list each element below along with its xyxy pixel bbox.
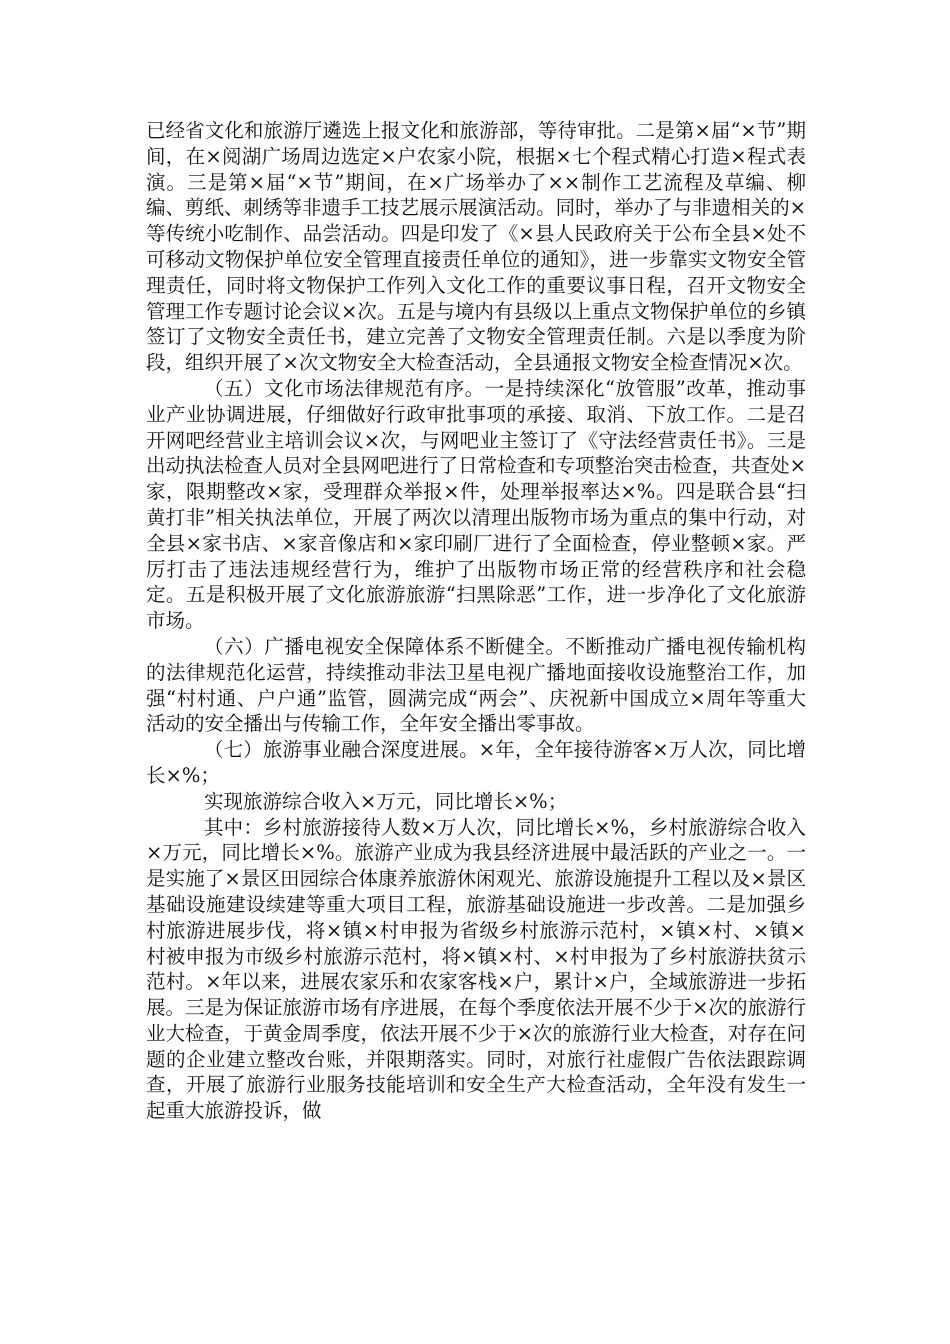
paragraph-tourism-revenue: 实现旅游综合收入×万元，同比增长×%；	[204, 789, 568, 813]
document-page	[146, 118, 806, 1124]
paragraph-culture-market: （五）文化市场法律规范有序。一是持续深化“放管服”改革，推动事业产业协调进展，仔细做好行政审批事项的承接、取消、下放工作。二是召开网吧经营业主培训会议×次，与网吧业主签订了《守法经营责任书》。三是出动执法检查人员对全县网吧进行了日常检查和专项整治突击检查，共查处×家，限期整改×家，受理群众举报×件，处理举报率达×%。四是联合县“扫黄打非”相关执法单位，开展了两次以清理出版物市场为重点的集中行动，对全县×家书店、×家音像店和×家印刷厂进行了全面检查，停业整顿×家。严厉打击了违法违规经营行为，维护了出版物市场正常的经营秩序和社会稳定。五是积极开展了文化旅游旅游“扫黑除恶”工作，进一步净化了文化旅游市场。	[146, 376, 806, 633]
paragraph-broadcast-safety: （六）广播电视安全保障体系不断健全。不断推动广播电视传输机构的法律规范化运营，持续推动非法卫星电视广播地面接收设施整治工作，加强“村村通、户户通”监管，圆满完成“两会”、庆祝新中国成立×周年等重大活动的安全播出与传输工作，全年安全播出零事故。	[146, 634, 806, 736]
paragraph-tourism-intro: （七）旅游事业融合深度进展。×年，全年接待游客×万人次，同比增长×%；	[146, 738, 806, 787]
paragraph-heritage-continued: 已经省文化和旅游厅遴选上报文化和旅游部，等待审批。二是第×届“×节”期间，在×阅湖广场周边选定×户农家小院，根据×七个程式精心打造×程式表演。三是第×届“×节”期间，在×广场举办了××制作工艺流程及草编、柳编、剪纸、刺绣等非遗手工技艺展示展演活动。同时，举办了与非遗相关的×等传统小吃制作、品尝活动。四是印发了《×县人民政府关于公布全县×处不可移动文物保护单位安全管理直接责任单位的通知》，进一步靠实文物安全管理责任，同时将文物保护工作列入文化工作的重要议事日程，召开文物安全管理工作专题讨论会议×次。五是与境内有县级以上重点文物保护单位的乡镇签订了文物安全责任书，建立完善了文物安全管理责任制。六是以季度为阶段，组织开展了×次文物安全大检查活动，全县通报文物安全检查情况×次。	[146, 119, 806, 375]
paragraph-rural-tourism: 其中：乡村旅游接待人数×万人次，同比增长×%，乡村旅游综合收入×万元，同比增长×%。旅游产业成为我县经济进展中最活跃的产业之一。一是实施了×景区田园综合体康养旅游休闲观光、旅游设施提升工程以及×景区基础设施建设续建等重大项目工程，旅游基础设施进一步改善。二是加强乡村旅游进展步伐，将×镇×村申报为省级乡村旅游示范村，×镇×村、×镇×村被申报为市级乡村旅游示范村，将×镇×村、×村申报为了乡村旅游扶贫示范村。×年以来，进展农家乐和农家客栈×户，累计×户，全域旅游进一步拓展。三是为保证旅游市场有序进展，在每个季度依法开展不少于×次的旅游行业大检查，于黄金周季度，依法开展不少于×次的旅游行业大检查，对存在问题的企业建立整改台账，并限期落实。同时，对旅行社虚假广告依法跟踪调查，开展了旅游行业服务技能培训和安全生产大检查活动，全年没有发生一起重大旅游投诉，做	[146, 815, 806, 1123]
